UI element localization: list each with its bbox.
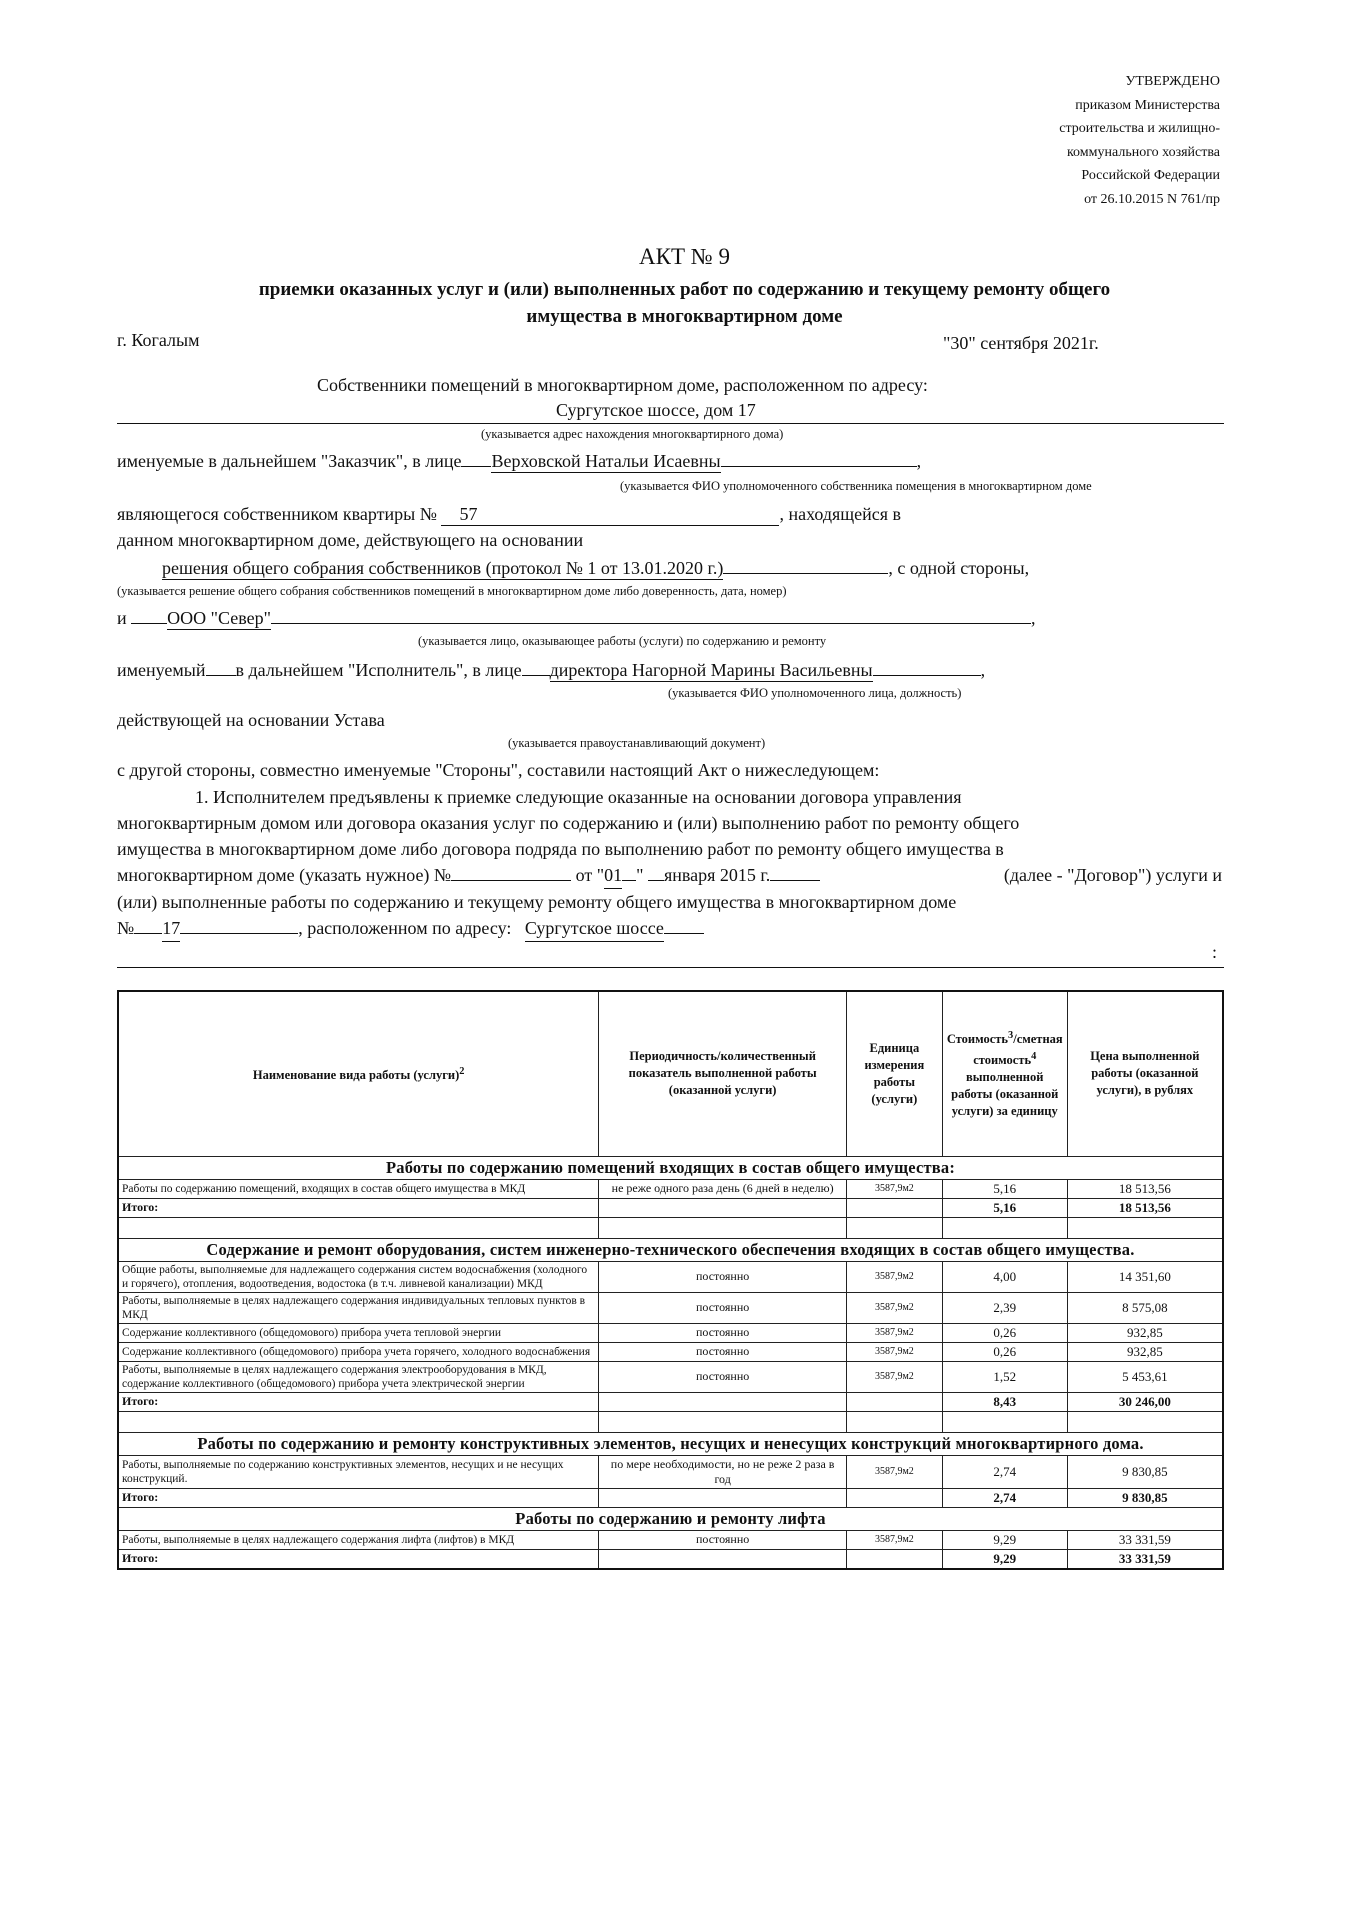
contract-month-year: января 2015 г. — [663, 865, 771, 885]
section-title: Работы по содержанию помещений входящих в состав общего имущества: — [118, 1156, 1223, 1179]
total-empty — [846, 1549, 942, 1569]
city: г. Когалым — [117, 330, 200, 350]
total-price: 33 331,59 — [1067, 1549, 1223, 1569]
clause-line-5 — [117, 889, 1222, 915]
contractor-line: и ООО "Север" , — [117, 608, 1036, 628]
clause-text: (далее - "Договор") услуги и — [1003, 865, 1222, 885]
spacer-cell — [846, 1217, 942, 1238]
work-name: Содержание коллективного (общедомового) прибора учета тепловой энергии — [118, 1323, 599, 1342]
clause-text: имущества в многоквартирном доме либо договора подряда по выполнению работ по ремонту общего имущества в — [117, 839, 1004, 859]
other-side-line: с другой стороны, совместно именуемые "Стороны", составили настоящий Акт о нижеследующем: — [117, 760, 880, 780]
total-price: 30 246,00 — [1067, 1392, 1223, 1411]
apartment-number: 57 — [441, 504, 779, 526]
clause-text: многоквартирным домом или договора оказания услуг по содержанию и (или) выполнению работ по ремонту общего — [117, 813, 1020, 833]
work-name: Содержание коллективного (общедомового) прибора учета горячего, холодного водоснабжения — [118, 1342, 599, 1361]
work-price: 5 453,61 — [1067, 1361, 1223, 1392]
executor-line: именуемый в дальнейшем "Исполнитель", в лице директора Нагорной Марины Васильевны , — [117, 660, 986, 680]
work-price: 33 331,59 — [1067, 1530, 1223, 1549]
work-price: 932,85 — [1067, 1342, 1223, 1361]
works-table — [117, 990, 1224, 1570]
table-row — [118, 1179, 1223, 1198]
total-empty — [599, 1488, 847, 1507]
executor-prefix-1: именуемый — [117, 660, 206, 680]
header-period: Периодичность/количественный показатель выполненной работы (оказанной услуги) — [599, 991, 847, 1156]
customer-line: именуемые в дальнейшем "Заказчик", в лице Верховской Натальи Исаевны , — [117, 451, 922, 471]
act-subtitle — [130, 276, 1239, 330]
spacer-cell — [846, 1411, 942, 1432]
section-title-row — [118, 1156, 1223, 1179]
executor-name: директора Нагорной Марины Васильевны — [549, 660, 873, 680]
approval-line: строительства и жилищно- — [1059, 121, 1220, 136]
clause-line-2 — [117, 810, 1222, 836]
owner-line — [117, 504, 901, 526]
total-price: 9 830,85 — [1067, 1488, 1223, 1507]
total-cost: 9,29 — [942, 1549, 1067, 1569]
section-title-row — [118, 1507, 1223, 1530]
customer-prefix: именуемые в дальнейшем "Заказчик", в лице — [117, 451, 462, 471]
section-title-row — [118, 1432, 1223, 1455]
work-cost: 5,16 — [942, 1179, 1067, 1198]
clause-text: многоквартирном доме (указать нужное) № — [117, 865, 452, 885]
header-unit: Единица измерения работы (услуги) — [846, 991, 942, 1156]
clause-text: № — [117, 918, 135, 938]
work-unit: 3587,9м2 — [846, 1342, 942, 1361]
work-period: по мере необходимости, но не реже 2 раза в год — [599, 1455, 847, 1488]
work-unit: 3587,9м2 — [846, 1361, 942, 1392]
total-label: Итого: — [118, 1392, 599, 1411]
section-title: Работы по содержанию и ремонту лифта — [118, 1507, 1223, 1530]
table-header-row — [118, 991, 1223, 1156]
spacer-cell — [1067, 1411, 1223, 1432]
clause-text: 1. Исполнителем предъявлены к приемке следующие оказанные на основании договора управления — [195, 787, 962, 807]
total-empty — [599, 1549, 847, 1569]
header-name: Наименование вида работы (услуги)$^2$ — [118, 991, 599, 1156]
work-name: Общие работы, выполняемые для надлежащего содержания систем водоснабжения (холодного и горячего), отопления, водоотведения, водостока (в т.ч. ливневой канализации) МКД — [118, 1261, 599, 1292]
approval-line: от 26.10.2015 N 761/пр — [1084, 191, 1220, 207]
decision-text: решения общего собрания собственников (протокол № 1 от 13.01.2020 г.) — [162, 558, 724, 578]
clause-text: , расположенном по адресу: — [298, 918, 512, 938]
work-period: постоянно — [599, 1361, 847, 1392]
header-cost: Стоимость$^3$/сметная стоимость$^4$ выполненной работы (оказанной услуги) за единицу — [942, 991, 1067, 1156]
total-empty — [599, 1198, 847, 1217]
approval-line: коммунального хозяйства — [1066, 144, 1220, 160]
decision-suffix: , с одной стороны, — [888, 558, 1030, 578]
work-cost: 0,26 — [942, 1323, 1067, 1342]
work-period: постоянно — [599, 1323, 847, 1342]
work-cost: 1,52 — [942, 1361, 1067, 1392]
work-period: постоянно — [599, 1342, 847, 1361]
spacer-cell — [118, 1411, 599, 1432]
approval-line: УТВЕРЖДЕНО — [1125, 74, 1220, 89]
spacer-cell — [118, 1217, 599, 1238]
owner-prefix: являющегося собственником квартиры № — [117, 504, 437, 524]
house-address: Сургутское шоссе, дом 17 — [556, 400, 756, 420]
clause-line-6 — [117, 915, 1222, 942]
work-unit: 3587,9м2 — [846, 1530, 942, 1549]
clause-line-1 — [117, 784, 1222, 810]
total-row — [118, 1198, 1223, 1217]
act-title: АКТ № 9 — [639, 244, 730, 269]
total-row — [118, 1392, 1223, 1411]
charter-hint: (указывается правоустанавливающий документ) — [508, 736, 766, 750]
total-row — [118, 1488, 1223, 1507]
decision-hint: (указывается решение общего собрания собственников помещений в многоквартирном доме либо доверенность, дата, номер) — [117, 584, 787, 598]
total-empty — [846, 1198, 942, 1217]
approval-line: Российской Федерации — [1081, 168, 1220, 183]
spacer-row — [118, 1217, 1223, 1238]
section-title: Содержание и ремонт оборудования, систем инженерно-технического обеспечения входящих в состав общего имущества. — [118, 1238, 1223, 1261]
spacer-cell — [1067, 1217, 1223, 1238]
work-price: 18 513,56 — [1067, 1179, 1223, 1198]
table-row — [118, 1530, 1223, 1549]
total-cost: 5,16 — [942, 1198, 1067, 1217]
header-price: Цена выполненной работы (оказанной услуги), в рублях — [1067, 991, 1223, 1156]
decision-line — [162, 558, 1029, 580]
work-price: 14 351,60 — [1067, 1261, 1223, 1292]
total-row — [118, 1549, 1223, 1569]
total-price: 18 513,56 — [1067, 1198, 1223, 1217]
owners-intro: Собственники помещений в многоквартирном доме, расположенном по адресу: — [317, 375, 928, 395]
charter-line: действующей на основании Устава — [117, 710, 385, 730]
spacer-cell — [942, 1217, 1067, 1238]
act-subtitle-line-1: приемки оказанных услуг и (или) выполненных работ по содержанию и текущему ремонту общего — [258, 279, 1111, 300]
clause-text: (или) выполненные работы по содержанию и текущему ремонту общего имущества в многоквартирном доме — [117, 892, 957, 912]
contractor-name: ООО "Север" — [167, 608, 271, 628]
and-word: и — [117, 608, 127, 628]
total-empty — [599, 1392, 847, 1411]
address-colon: : — [1212, 942, 1218, 962]
work-cost: 2,39 — [942, 1292, 1067, 1323]
basis-line: данном многоквартирном доме, действующего на основании — [117, 530, 584, 550]
work-period: постоянно — [599, 1530, 847, 1549]
clause-text: от " — [575, 865, 605, 885]
work-unit: 3587,9м2 — [846, 1179, 942, 1198]
section-title: Работы по содержанию и ремонту конструктивных элементов, несущих и ненесущих конструкций многоквартирного дома. — [118, 1432, 1223, 1455]
work-cost: 2,74 — [942, 1455, 1067, 1488]
work-period: постоянно — [599, 1261, 847, 1292]
work-cost: 9,29 — [942, 1530, 1067, 1549]
work-name: Работы, выполняемые в целях надлежащего содержания электрооборудования в МКД, содержание коллективного (общедомового) прибора учета электрической энергии — [118, 1361, 599, 1392]
work-period: не реже одного раза день (6 дней в неделю) — [599, 1179, 847, 1198]
table-row — [118, 1261, 1223, 1292]
section-title-row — [118, 1238, 1223, 1261]
work-cost: 4,00 — [942, 1261, 1067, 1292]
total-empty — [846, 1488, 942, 1507]
work-name: Работы, выполняемые в целях надлежащего содержания индивидуальных тепловых пунктов в МКД — [118, 1292, 599, 1323]
total-empty — [846, 1392, 942, 1411]
work-period: постоянно — [599, 1292, 847, 1323]
table-row — [118, 1323, 1223, 1342]
approval-line: приказом Министерства — [1075, 97, 1220, 113]
work-cost: 0,26 — [942, 1342, 1067, 1361]
total-cost: 8,43 — [942, 1392, 1067, 1411]
work-price: 8 575,08 — [1067, 1292, 1223, 1323]
clause-text: " — [636, 865, 644, 885]
work-name: Работы по содержанию помещений, входящих в состав общего имущества в МКД — [118, 1179, 599, 1198]
contract-day: 01 — [604, 862, 622, 889]
act-subtitle-line-2: имущества в многоквартирном доме — [526, 306, 843, 327]
spacer-row — [118, 1411, 1223, 1432]
work-unit: 3587,9м2 — [846, 1261, 942, 1292]
work-unit: 3587,9м2 — [846, 1292, 942, 1323]
act-date: "30" сентября 2021г. — [943, 333, 1099, 353]
house-number: 17 — [162, 915, 180, 942]
executor-prefix-2: в дальнейшем "Исполнитель", в лице — [235, 660, 522, 680]
customer-hint: (указывается ФИО уполномоченного собственника помещения в многоквартирном доме — [620, 479, 1092, 493]
address-hint: (указывается адрес нахождения многоквартирного дома) — [481, 427, 784, 441]
owner-suffix: , находящейся в — [779, 504, 902, 524]
work-price: 9 830,85 — [1067, 1455, 1223, 1488]
work-unit: 3587,9м2 — [846, 1323, 942, 1342]
clause-1 — [117, 784, 1222, 942]
executor-hint: (указывается ФИО уполномоченного лица, должность) — [668, 686, 962, 700]
customer-name: Верховской Натальи Исаевны — [491, 451, 721, 471]
total-cost: 2,74 — [942, 1488, 1067, 1507]
clause-line-4 — [117, 862, 1222, 889]
table-row — [118, 1342, 1223, 1361]
total-label: Итого: — [118, 1488, 599, 1507]
table-row — [118, 1455, 1223, 1488]
spacer-cell — [942, 1411, 1067, 1432]
clause-line-3 — [117, 836, 1222, 862]
spacer-cell — [599, 1217, 847, 1238]
work-price: 932,85 — [1067, 1323, 1223, 1342]
work-unit: 3587,9м2 — [846, 1455, 942, 1488]
table-row — [118, 1361, 1223, 1392]
approval-block — [1000, 70, 1220, 211]
total-label: Итого: — [118, 1549, 599, 1569]
table-row — [118, 1292, 1223, 1323]
spacer-cell — [599, 1411, 847, 1432]
work-name: Работы, выполняемые в целях надлежащего содержания лифта (лифтов) в МКД — [118, 1530, 599, 1549]
work-name: Работы, выполняемые по содержанию конструктивных элементов, несущих и не несущих конструкций. — [118, 1455, 599, 1488]
street-name: Сургутское шоссе — [525, 915, 664, 942]
contractor-hint: (указывается лицо, оказывающее работы (услуги) по содержанию и ремонту — [418, 634, 827, 648]
total-label: Итого: — [118, 1198, 599, 1217]
